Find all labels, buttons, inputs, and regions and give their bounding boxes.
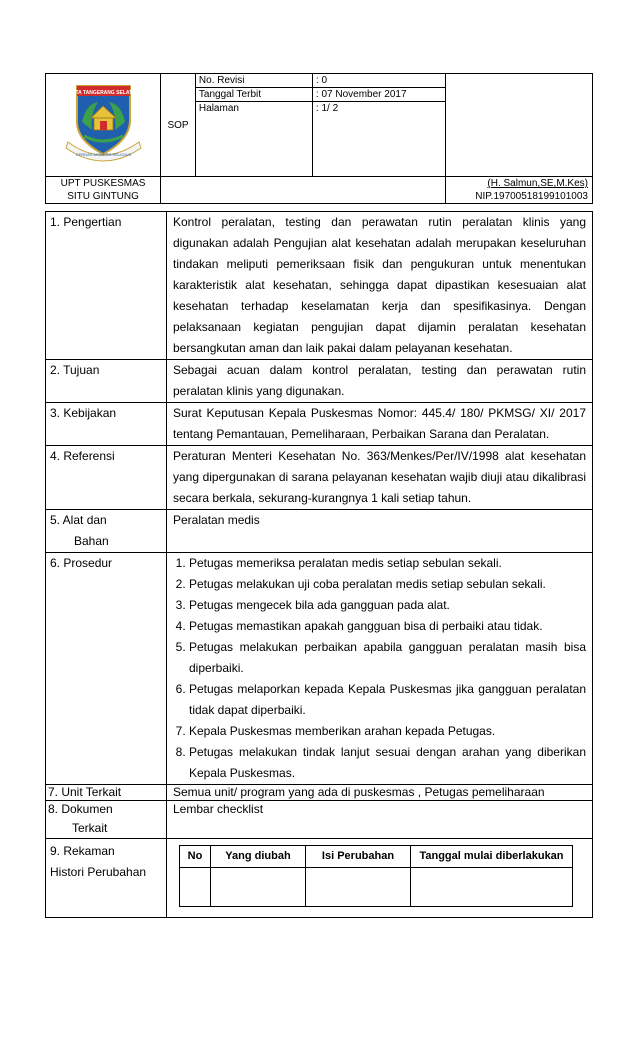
text-kebijakan: Surat Keputusan Kepala Puskesmas Nomor: 445.4/ 180/ PKMSG/ XI/ 2017 tentang Pemantauan, Pemeliharaan, Perbaikan Sarana dan Peralatan. bbox=[167, 403, 593, 446]
signer-name: (H. Salmun,SE,M.Kes) bbox=[487, 178, 588, 189]
unit-name-line1: UPT PUSKESMAS bbox=[60, 178, 146, 189]
text-referensi: Peraturan Menteri Kesehatan No. 363/Menkes/Per/IV/1998 alat kesehatan yang dipergunakan di sarana pelayanan kesehatan wajib diuji atau dikalibrasi secara berkala, sekurang-kurangnya 1 kali setiap tahun. bbox=[167, 446, 593, 510]
text-dokumen: Lembar checklist bbox=[167, 801, 593, 839]
prosedur-step: 7. Kepala Puskesmas memberikan arahan kepada Petugas. bbox=[189, 721, 586, 742]
text-pengertian: Kontrol peralatan, testing dan perawatan rutin peralatan klinis yang digunakan adalah Pengujian alat kesehatan adalah merupakan keseluruhan tindakan meliputi pemeriksaan fisik dan pengukuran untuk menentukan karakteristik alat kesehatan, sehingga dapat dipastikan kesesuaian alat kesehatan terhadap keselamatan kerja dan spesifikasinya. Dengan pelaksanaan kegiatan pengujian dapat dijamin peralatan kesehatan bersangkutan aman dan laik pakai dalam pelayanan kesehatan. bbox=[167, 212, 593, 360]
meta-value-halaman: : 1/ 2 bbox=[312, 102, 445, 177]
prosedur-step: 8. Petugas melakukan tindak lanjut sesuai dengan arahan yang diberikan Kepala Puskesmas. bbox=[189, 742, 586, 784]
prosedur-step: 4. Petugas memastikan apakah gangguan bisa di perbaiki atau tidak. bbox=[189, 616, 586, 637]
history-col-isi-perubahan: Isi Perubahan bbox=[306, 846, 411, 868]
history-col-no: No bbox=[180, 846, 211, 868]
label-kebijakan: 3. Kebijakan bbox=[46, 403, 167, 446]
label-alat-line1: 5. Alat dan bbox=[50, 513, 107, 527]
signer-nip: NIP.19700518199101003 bbox=[475, 191, 588, 202]
label-prosedur: 6. Prosedur bbox=[46, 553, 167, 785]
text-alat: Peralatan medis bbox=[167, 510, 593, 553]
row-rekaman bbox=[46, 839, 593, 918]
row-alat bbox=[46, 510, 593, 553]
prosedur-list bbox=[173, 553, 586, 784]
row-kebijakan bbox=[46, 403, 593, 446]
city-emblem-icon bbox=[46, 74, 161, 169]
label-rekaman-line1: 9. Rekaman bbox=[50, 844, 115, 858]
history-empty-row bbox=[180, 868, 573, 907]
meta-label-tanggal: Tanggal Terbit bbox=[196, 88, 313, 102]
meta-label-halaman: Halaman bbox=[196, 102, 313, 177]
history-cell bbox=[180, 868, 211, 907]
history-header-row bbox=[180, 846, 573, 868]
history-cell bbox=[306, 868, 411, 907]
history-col-yang-diubah: Yang diubah bbox=[211, 846, 306, 868]
logo-banner-text: KOTA TANGERANG SELATAN bbox=[67, 90, 140, 96]
unit-name bbox=[46, 177, 161, 204]
prosedur-step: 6. Petugas melaporkan kepada Kepala Puskesmas jika gangguan peralatan tidak dapat diperbaiki. bbox=[189, 679, 586, 721]
label-dokumen-line1: 8. Dokumen bbox=[48, 802, 113, 816]
history-cell bbox=[411, 868, 573, 907]
label-alat-line2: Bahan bbox=[74, 534, 109, 548]
sop-header-table bbox=[45, 73, 593, 204]
history-table bbox=[179, 845, 573, 907]
logo-cell bbox=[46, 74, 161, 177]
unit-name-line2: SITU GINTUNG bbox=[67, 191, 139, 202]
sop-body-table bbox=[45, 211, 593, 918]
row-dokumen bbox=[46, 801, 593, 839]
label-rekaman bbox=[46, 839, 167, 918]
blank-header-cell bbox=[446, 74, 593, 177]
prosedur-step: 5. Petugas melakukan perbaikan apabila gangguan peralatan masih bisa diperbaiki. bbox=[189, 637, 586, 679]
row-unit-terkait bbox=[46, 785, 593, 801]
label-tujuan: 2. Tujuan bbox=[46, 360, 167, 403]
prosedur-step: 3. Petugas mengecek bila ada gangguan pada alat. bbox=[189, 595, 586, 616]
label-alat bbox=[46, 510, 167, 553]
meta-cell bbox=[195, 74, 446, 177]
label-pengertian: 1. Pengertian bbox=[46, 212, 167, 360]
meta-label-revisi: No. Revisi bbox=[196, 74, 313, 88]
logo-ribbon-text: CERDAS MODERN RELIGIUS bbox=[75, 152, 132, 157]
text-unit-terkait: Semua unit/ program yang ada di puskesmas , Petugas pemeliharaan bbox=[167, 785, 593, 801]
label-unit-terkait: 7. Unit Terkait bbox=[46, 785, 167, 801]
label-rekaman-line2: Histori Perubahan bbox=[50, 865, 147, 879]
header-empty-bottom bbox=[161, 177, 446, 204]
row-prosedur bbox=[46, 553, 593, 785]
meta-table bbox=[196, 74, 446, 176]
signer-block bbox=[446, 177, 593, 204]
meta-value-tanggal: : 07 November 2017 bbox=[312, 88, 445, 102]
text-tujuan: Sebagai acuan dalam kontrol peralatan, testing dan perawatan rutin peralatan klinis yang digunakan. bbox=[167, 360, 593, 403]
label-dokumen-line2: Terkait bbox=[72, 821, 108, 835]
label-referensi: 4. Referensi bbox=[46, 446, 167, 510]
rekaman-cell bbox=[167, 839, 593, 918]
sop-label: SOP bbox=[161, 74, 196, 177]
row-tujuan bbox=[46, 360, 593, 403]
prosedur-cell bbox=[167, 553, 593, 785]
history-col-tanggal: Tanggal mulai diberlakukan bbox=[411, 846, 573, 868]
meta-value-revisi: : 0 bbox=[312, 74, 445, 88]
label-dokumen bbox=[46, 801, 167, 839]
row-pengertian bbox=[46, 212, 593, 360]
row-referensi bbox=[46, 446, 593, 510]
prosedur-step: 1. Petugas memeriksa peralatan medis setiap sebulan sekali. bbox=[189, 553, 586, 574]
prosedur-step: 2. Petugas melakukan uji coba peralatan medis setiap sebulan sekali. bbox=[189, 574, 586, 595]
history-cell bbox=[211, 868, 306, 907]
